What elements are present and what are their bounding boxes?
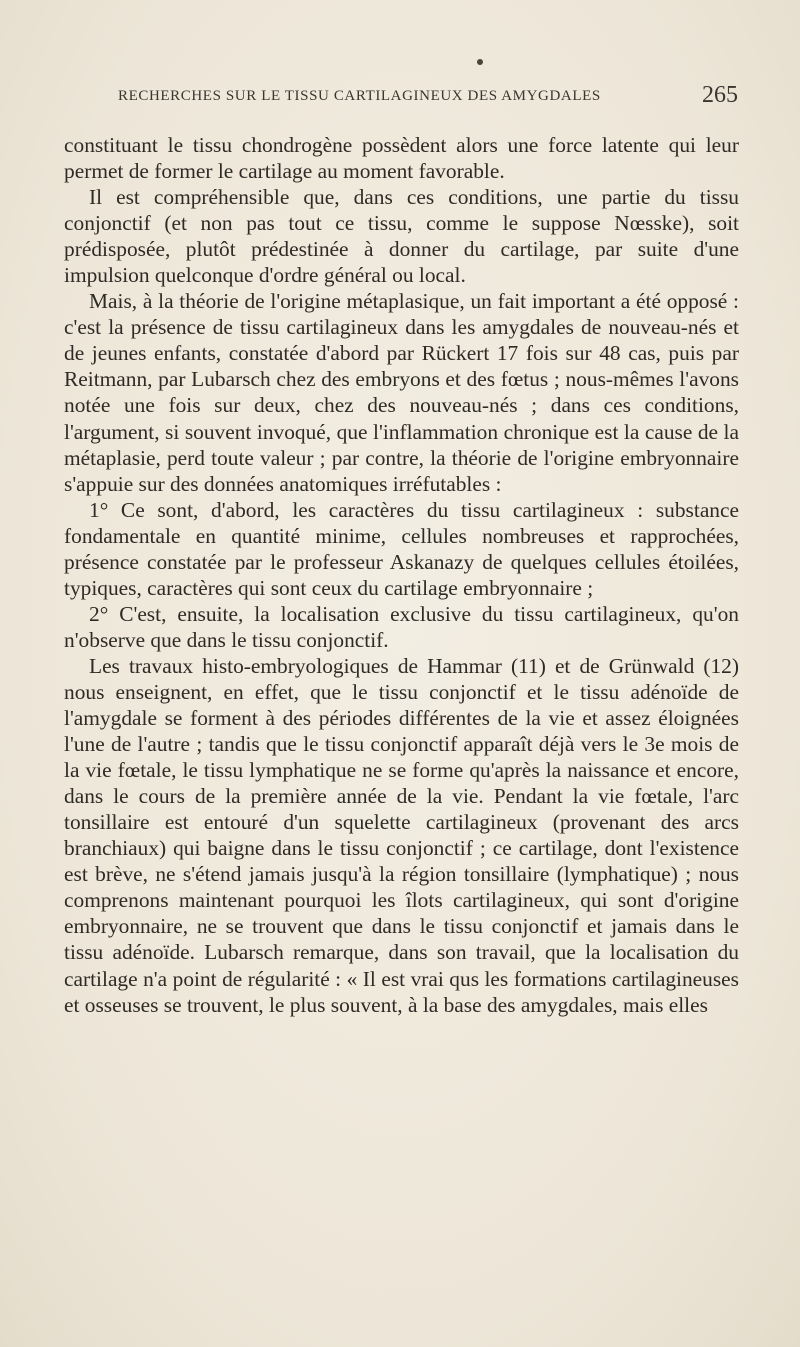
running-title: RECHERCHES SUR LE TISSU CARTILAGINEUX DES AMYGDALES [118,88,601,104]
page-number: 265 [702,82,738,108]
running-header [118,82,738,114]
ink-dot [477,59,483,65]
paragraph: constituant le tissu chondrogène possèdent alors une force latente qui leur permet de former le cartilage au moment favorable. [64,133,739,184]
paragraph: Il est compréhensible que, dans ces conditions, une partie du tissu conjonctif (et non pas tout ce tissu, comme le suppose Nœsske), soit prédisposée, plutôt prédestinée à donner du cartilage, par suite d'une impulsion quelconque d'ordre général ou local. [64,185,739,288]
paragraph: 1° Ce sont, d'abord, les caractères du tissu cartilagineux : substance fondamentale en quantité minime, cellules nombreuses et rapprochées, présence constatée par le professeur Askanazy de quelques cellules étoilées, typiques, caractères qui sont ceux du cartilage embryonnaire ; [64,497,739,600]
paragraph: Les travaux histo-embryologiques de Hammar (11) et de Grünwald (12) nous enseignent, en effet, que le tissu conjonctif et le tissu adénoïde de l'amygdale se forment à des périodes différentes de la vie et assez éloignées l'une de l'autre ; tandis que le tissu conjonctif apparaît déjà vers le 3e mois de la vie fœtale, le tissu lymphatique ne se forme qu'après la naissance et encore, dans le cours de la première année de la vie. Pendant la vie fœtale, l'arc tonsillaire est entouré d'un squelette cartilagineux (provenant des arcs branchiaux) qui baigne dans le tissu conjonctif ; ce cartilage, dont l'existence est brève, ne s'étend jamais jusqu'à la région tonsillaire (lymphatique) ; nous comprenons maintenant pourquoi les îlots cartilagineux, qui sont d'origine embryonnaire, ne se trouvent que dans le tissu conjonctif et jamais dans le tissu adénoïde. Lubarsch remarque, dans son travail, que la localisation du cartilage n'a point de régularité : « Il est vrai qus les formations cartilagineuses et osseuses se trouvent, le plus souvent, à la base des amygdales, mais elles [64,653,739,1017]
body-text [64,132,739,1018]
paragraph: Mais, à la théorie de l'origine métaplasique, un fait important a été opposé : c'est la présence de tissu cartilagineux dans les amygdales de nouveau-nés et de jeunes enfants, constatée d'abord par Rückert 17 fois sur 48 cas, puis par Reitmann, par Lubarsch chez des embryons et des fœtus ; nous-mêmes l'avons notée une fois sur deux, chez des nouveau-nés ; dans ces conditions, l'argument, si souvent invoqué, que l'inflammation chronique est la cause de la métaplasie, perd toute valeur ; par contre, la théorie de l'origine embryonnaire s'appuie sur des données anatomiques irréfutables : [64,289,739,496]
paragraph: 2° C'est, ensuite, la localisation exclusive du tissu cartilagineux, qu'on n'observe que dans le tissu conjonctif. [64,601,739,652]
